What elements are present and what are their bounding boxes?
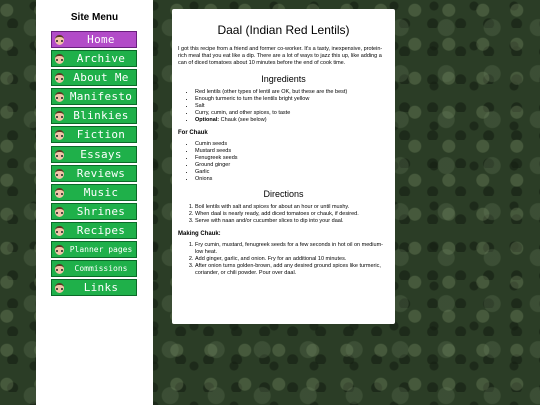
menu-button-label: Shrines (76, 204, 126, 218)
menu-button-reviews[interactable] (51, 165, 137, 182)
menu-button-commissions[interactable] (51, 260, 137, 277)
recipe-content (172, 9, 395, 324)
menu-button-label: Archive (76, 52, 126, 66)
menu-button-label: Links (83, 281, 119, 295)
ingredients-list (178, 89, 389, 124)
face-icon (55, 73, 64, 83)
face-icon (55, 245, 64, 255)
face-icon (55, 130, 64, 140)
face-icon (55, 150, 64, 160)
site-menu (51, 31, 137, 298)
menu-button-links[interactable] (51, 279, 137, 296)
menu-button-label: Manifesto (69, 90, 133, 104)
direction-step: 2. When daal is nearly ready, add diced tomatoes or chauk, if desired. (195, 211, 389, 218)
optional-text: Chauk (see below) (219, 117, 267, 123)
chauk-steps-list (178, 242, 389, 277)
chauk-ingredients-list (178, 141, 389, 183)
menu-button-home[interactable] (51, 31, 137, 48)
face-icon (55, 54, 64, 64)
direction-step: 1. Boil lentils with salt and spices for about an hour or until mushy. (195, 204, 389, 211)
menu-button-archive[interactable] (51, 50, 137, 67)
sidebar-title: Site Menu (70, 12, 119, 23)
menu-button-label: Reviews (76, 166, 126, 180)
face-icon (55, 35, 64, 45)
menu-button-fiction[interactable] (51, 126, 137, 143)
menu-button-label: Essays (80, 147, 122, 161)
chauk-step: 3. After onion turns golden-brown, add any desired ground spices like turmeric, coriander, or chili powder. Pour over daal. (195, 263, 389, 277)
menu-button-about-me[interactable] (51, 69, 137, 86)
menu-button-essays[interactable] (51, 146, 137, 163)
menu-button-label: Music (83, 185, 119, 199)
menu-button-label: Planner pages (69, 245, 133, 255)
menu-button-recipes[interactable] (51, 222, 137, 239)
making-chauk-heading: Making Chauk: (178, 231, 221, 237)
chauk-ingredient-item: • Onions (195, 176, 389, 183)
menu-button-manifesto[interactable] (51, 88, 137, 105)
directions-list (178, 204, 389, 225)
chauk-ingredient-item: • Garlic (195, 169, 389, 176)
chauk-step: 2. Add ginger, garlic, and onion. Fry for an additional 10 minutes. (195, 256, 389, 263)
direction-step: 3. Serve with naan and/or cucumber slices to dip into your daal. (195, 218, 389, 225)
menu-button-label: Home (87, 33, 115, 46)
recipe-title: Daal (Indian Red Lentils) (217, 23, 350, 37)
menu-button-planner-pages[interactable] (51, 241, 137, 258)
ingredient-item: • Enough turmeric to turn the lentils bright yellow (195, 96, 389, 103)
chauk-step: 1. Fry cumin, mustard, fenugreek seeds for a few seconds in hot oil on medium-low heat. (195, 242, 389, 256)
face-icon (55, 188, 64, 198)
face-icon (55, 226, 64, 236)
face-icon (55, 283, 64, 293)
face-icon (55, 92, 64, 102)
recipe-intro: I got this recipe from a friend and former co-worker. It's a tasty, inexpensive, protein-rich meal that you eat like a dip. There are a lot of ways to jazz this up, like adding a can of diced tomatoes about 10 minutes before the end of cook time. (178, 46, 383, 66)
chauk-ingredient-item: • Mustard seeds (195, 148, 389, 155)
face-icon (55, 207, 64, 217)
face-icon (55, 169, 64, 179)
ingredients-heading: Ingredients (261, 74, 306, 84)
ingredient-item: • Red lentils (other types of lentil are OK, but these are the best) (195, 89, 389, 96)
ingredient-item: • Curry, cumin, and other spices, to taste (195, 110, 389, 117)
chauk-ingredient-item: • Fenugreek seeds (195, 155, 389, 162)
optional-label: Optional: (195, 117, 220, 123)
menu-button-blinkies[interactable] (51, 107, 137, 124)
ingredient-item: • Salt (195, 103, 389, 110)
ingredient-item-optional (195, 117, 389, 124)
menu-button-label: Blinkies (73, 109, 129, 123)
menu-button-shrines[interactable] (51, 203, 137, 220)
menu-button-music[interactable] (51, 184, 137, 201)
menu-button-label: Recipes (76, 223, 126, 237)
site-sidebar (36, 0, 153, 405)
face-icon (55, 264, 64, 274)
chauk-heading: For Chauk (178, 130, 208, 136)
directions-heading: Directions (263, 189, 304, 199)
menu-button-label: Commissions (74, 264, 128, 274)
chauk-ingredient-item: • Ground ginger (195, 162, 389, 169)
face-icon (55, 111, 64, 121)
menu-button-label: Fiction (76, 128, 126, 142)
chauk-ingredient-item: • Cumin seeds (195, 141, 389, 148)
menu-button-label: About Me (73, 71, 129, 85)
